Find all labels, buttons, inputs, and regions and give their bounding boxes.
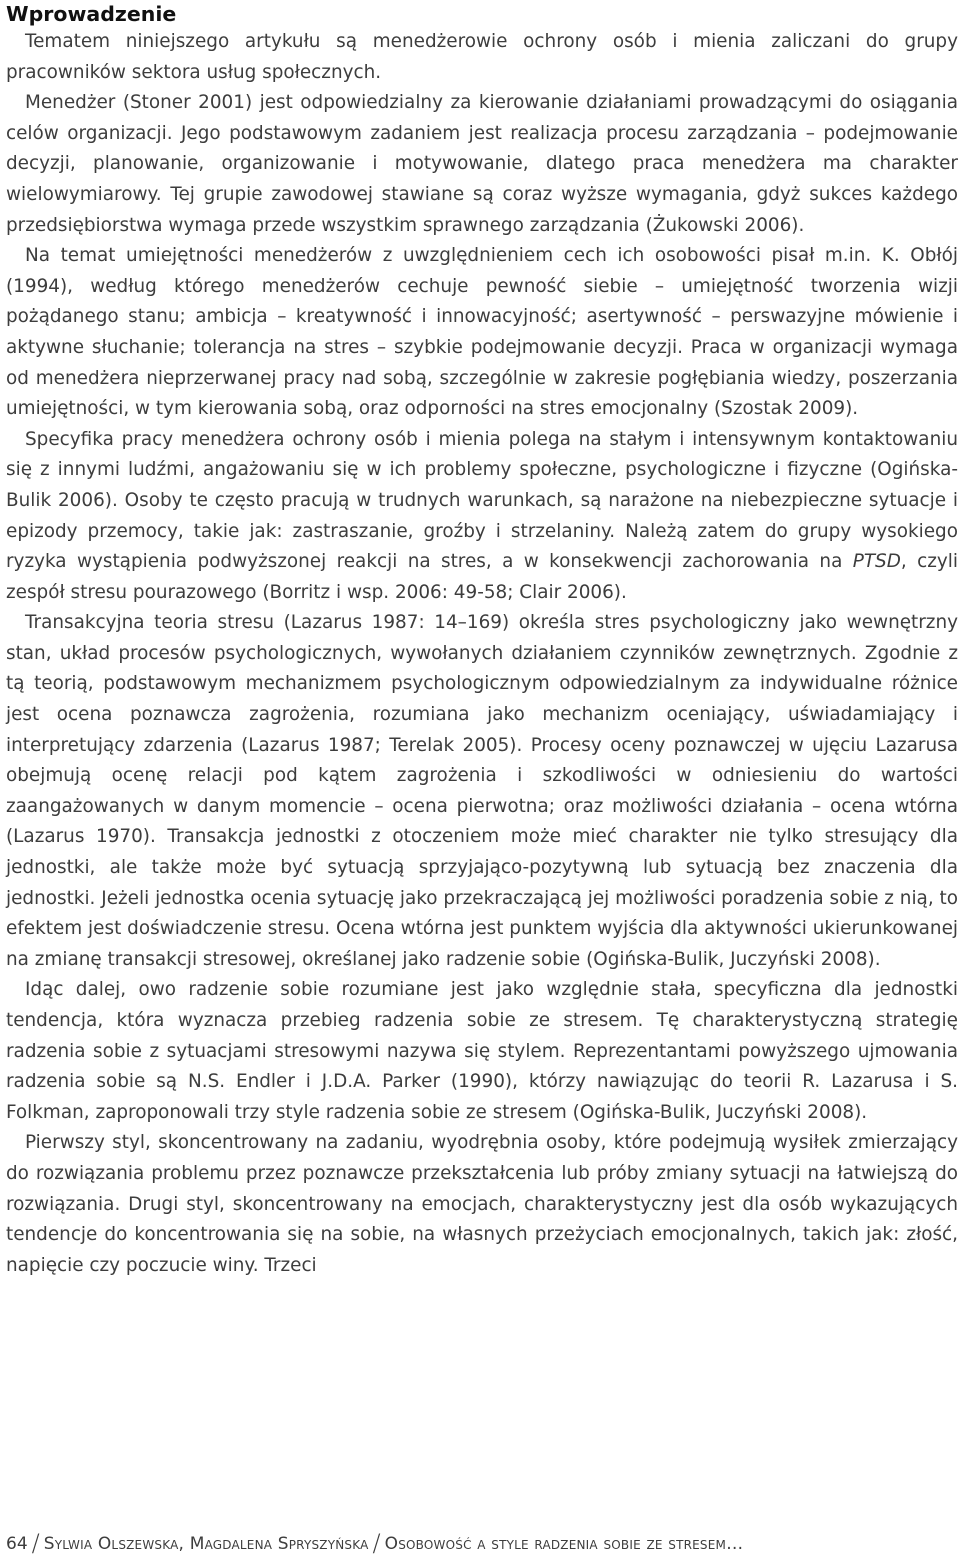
- paragraph-5: [6, 608, 958, 975]
- page-footer: [6, 1527, 743, 1555]
- page-number: 64: [6, 1534, 28, 1554]
- paragraph-text: Specyfika pracy menedżera ochrony osób i mienia polega na stałym i intensywnym kontaktowaniu się z innymi ludźmi, angażowaniu się w ich problemy społeczne, psychologiczne i fizyczne (Ogińska-Bulik 2006). Osoby te często pracują w trudnych warunkach, są narażone na niebezpieczne sytuacje i epizody przemocy, takie jak: zastraszanie, groźby i strzelaniny. Należą zatem do grupy wysokiego ryzyka wystąpienia podwyższonej reakcji na stres, a w konsekwencji zachorowania na: [6, 428, 958, 573]
- footer-separator: /: [31, 1529, 40, 1557]
- article-page: [6, 0, 958, 1281]
- paragraph-text: Menedżer (Stoner 2001) jest odpowiedzialny za kierowanie działaniami prowadzącymi do osiągania celów organizacji. Jego podstawowym zadaniem jest realizacja procesu zarządzania – podejmowanie decyzji, planowanie, organizowanie i motywowanie, dlatego praca menedżera ma charakter wielowymiarowy. Tej grupie zawodowej stawiane są coraz wyższe wymagania, gdyż sukces każdego przedsiębiorstwa wymaga przede wszystkim sprawnego zarządzania (Żukowski 2006).: [6, 92, 958, 236]
- paragraph-text: Na temat umiejętności menedżerów z uwzględnieniem cech ich osobowości pisał m.in. K. Obłój (1994), według którego menedżerów cechuje pewność siebie – umiejętność tworzenia wizji pożądanego stanu; ambicja – kreatywność i innowacyjność; asertywność – perswazyjne mówienie i aktywne słuchanie; tolerancja na stres – szybkie podejmowanie decyzji. Praca w organizacji wymaga od menedżera nieprzerwanej pracy nad sobą, szczególnie w zakresie pogłębiania wiedzy, poszerzania umiejętności, w tym kierowania sobą, oraz odporności na stres emocjonalny (Szostak 2009).: [6, 245, 958, 420]
- paragraph-1: [6, 27, 958, 88]
- footer-separator: /: [372, 1529, 381, 1557]
- paragraph-6: [6, 975, 958, 1128]
- paragraph-7: [6, 1128, 958, 1281]
- footer-authors: Sylwia Olszewska, Magdalena Spryszyńska: [43, 1534, 369, 1554]
- paragraph-4: [6, 425, 958, 609]
- paragraph-text: Idąc dalej, owo radzenie sobie rozumiane jest jako względnie stała, specyficzna dla jednostki tendencja, która wyznacza przebieg radzenia sobie ze stresem. Tę charakterystyczną strategię radzenia sobie z sytuacjami stresowymi nazywa się stylem. Reprezentantami powyższego ujmowania radzenia sobie są N.S. Endler i J.D.A. Parker (1990), którzy nawiązując do teorii R. Lazarusa i S. Folkman, zaproponowali trzy style radzenia sobie ze stresem (Ogińska-Bulik, Juczyński 2008).: [6, 979, 958, 1123]
- paragraph-text: , czyli zespół stresu pourazowego (Borritz i wsp. 2006: 49-58; Clair 2006).: [6, 551, 959, 603]
- section-heading: Wprowadzenie: [6, 2, 177, 26]
- paragraph-italic-term: PTSD: [852, 551, 901, 573]
- footer-title: Osobowość a style radzenia sobie ze stresem…: [384, 1534, 744, 1554]
- paragraph-text: Transakcyjna teoria stresu (Lazarus 1987: 14–169) określa stres psychologiczny jako wewnętrzny stan, układ procesów psychologicznych, wywołanych działaniem czynników zewnętrznych. Zgodnie z tą teorią, podstawowym mechanizmem psychologicznym odpowiedzialnym za indywidualne różnice jest ocena poznawcza zagrożenia, rozumiana jako mechanizm oceniający, uświadamiający i interpretujący zdarzenia (Lazarus 1987; Terelak 2005). Procesy oceny poznawczej w ujęciu Lazarusa obejmują ocenę relacji pod kątem zagrożenia i szkodliwości w odniesieniu do wartości zaangażowanych w danym momencie – ocena pierwotna; oraz możliwości działania – ocena wtórna (Lazarus 1970). Transakcja jednostki z otoczeniem może mieć charakter nie tylko stresujący dla jednostki, ale także może być sytuacją sprzyjająco-pozytywną lub sytuacją bez znaczenia dla jednostki. Jeżeli jednostka ocenia sytuację jako przekraczającą jej możliwości poradzenia sobie z nią, to efektem jest doświadczenie stresu. Ocena wtórna jest punktem wyjścia dla aktywności ukierunkowanej na zmianę transakcji stresowej, określanej jako radzenie sobie (Ogińska-Bulik, Juczyński 2008).: [6, 612, 958, 970]
- paragraph-text: Tematem niniejszego artykułu są menedżerowie ochrony osób i mienia zaliczani do grupy pracowników sektora usług społecznych.: [6, 31, 958, 83]
- paragraph-text: Pierwszy styl, skoncentrowany na zadaniu, wyodrębnia osoby, które podejmują wysiłek zmierzający do rozwiązania problemu przez poznawcze przekształcenia lub próby zmiany sytuacji na łatwiejszą do rozwiązania. Drugi styl, skoncentrowany na emocjach, charakterystyczny jest dla osób wykazujących tendencje do koncentrowania się na sobie, na własnych przeżyciach emocjonalnych, takich jak: złość, napięcie czy poczucie winy. Trzeci: [6, 1132, 958, 1276]
- paragraph-3: [6, 241, 958, 425]
- paragraph-2: [6, 88, 958, 241]
